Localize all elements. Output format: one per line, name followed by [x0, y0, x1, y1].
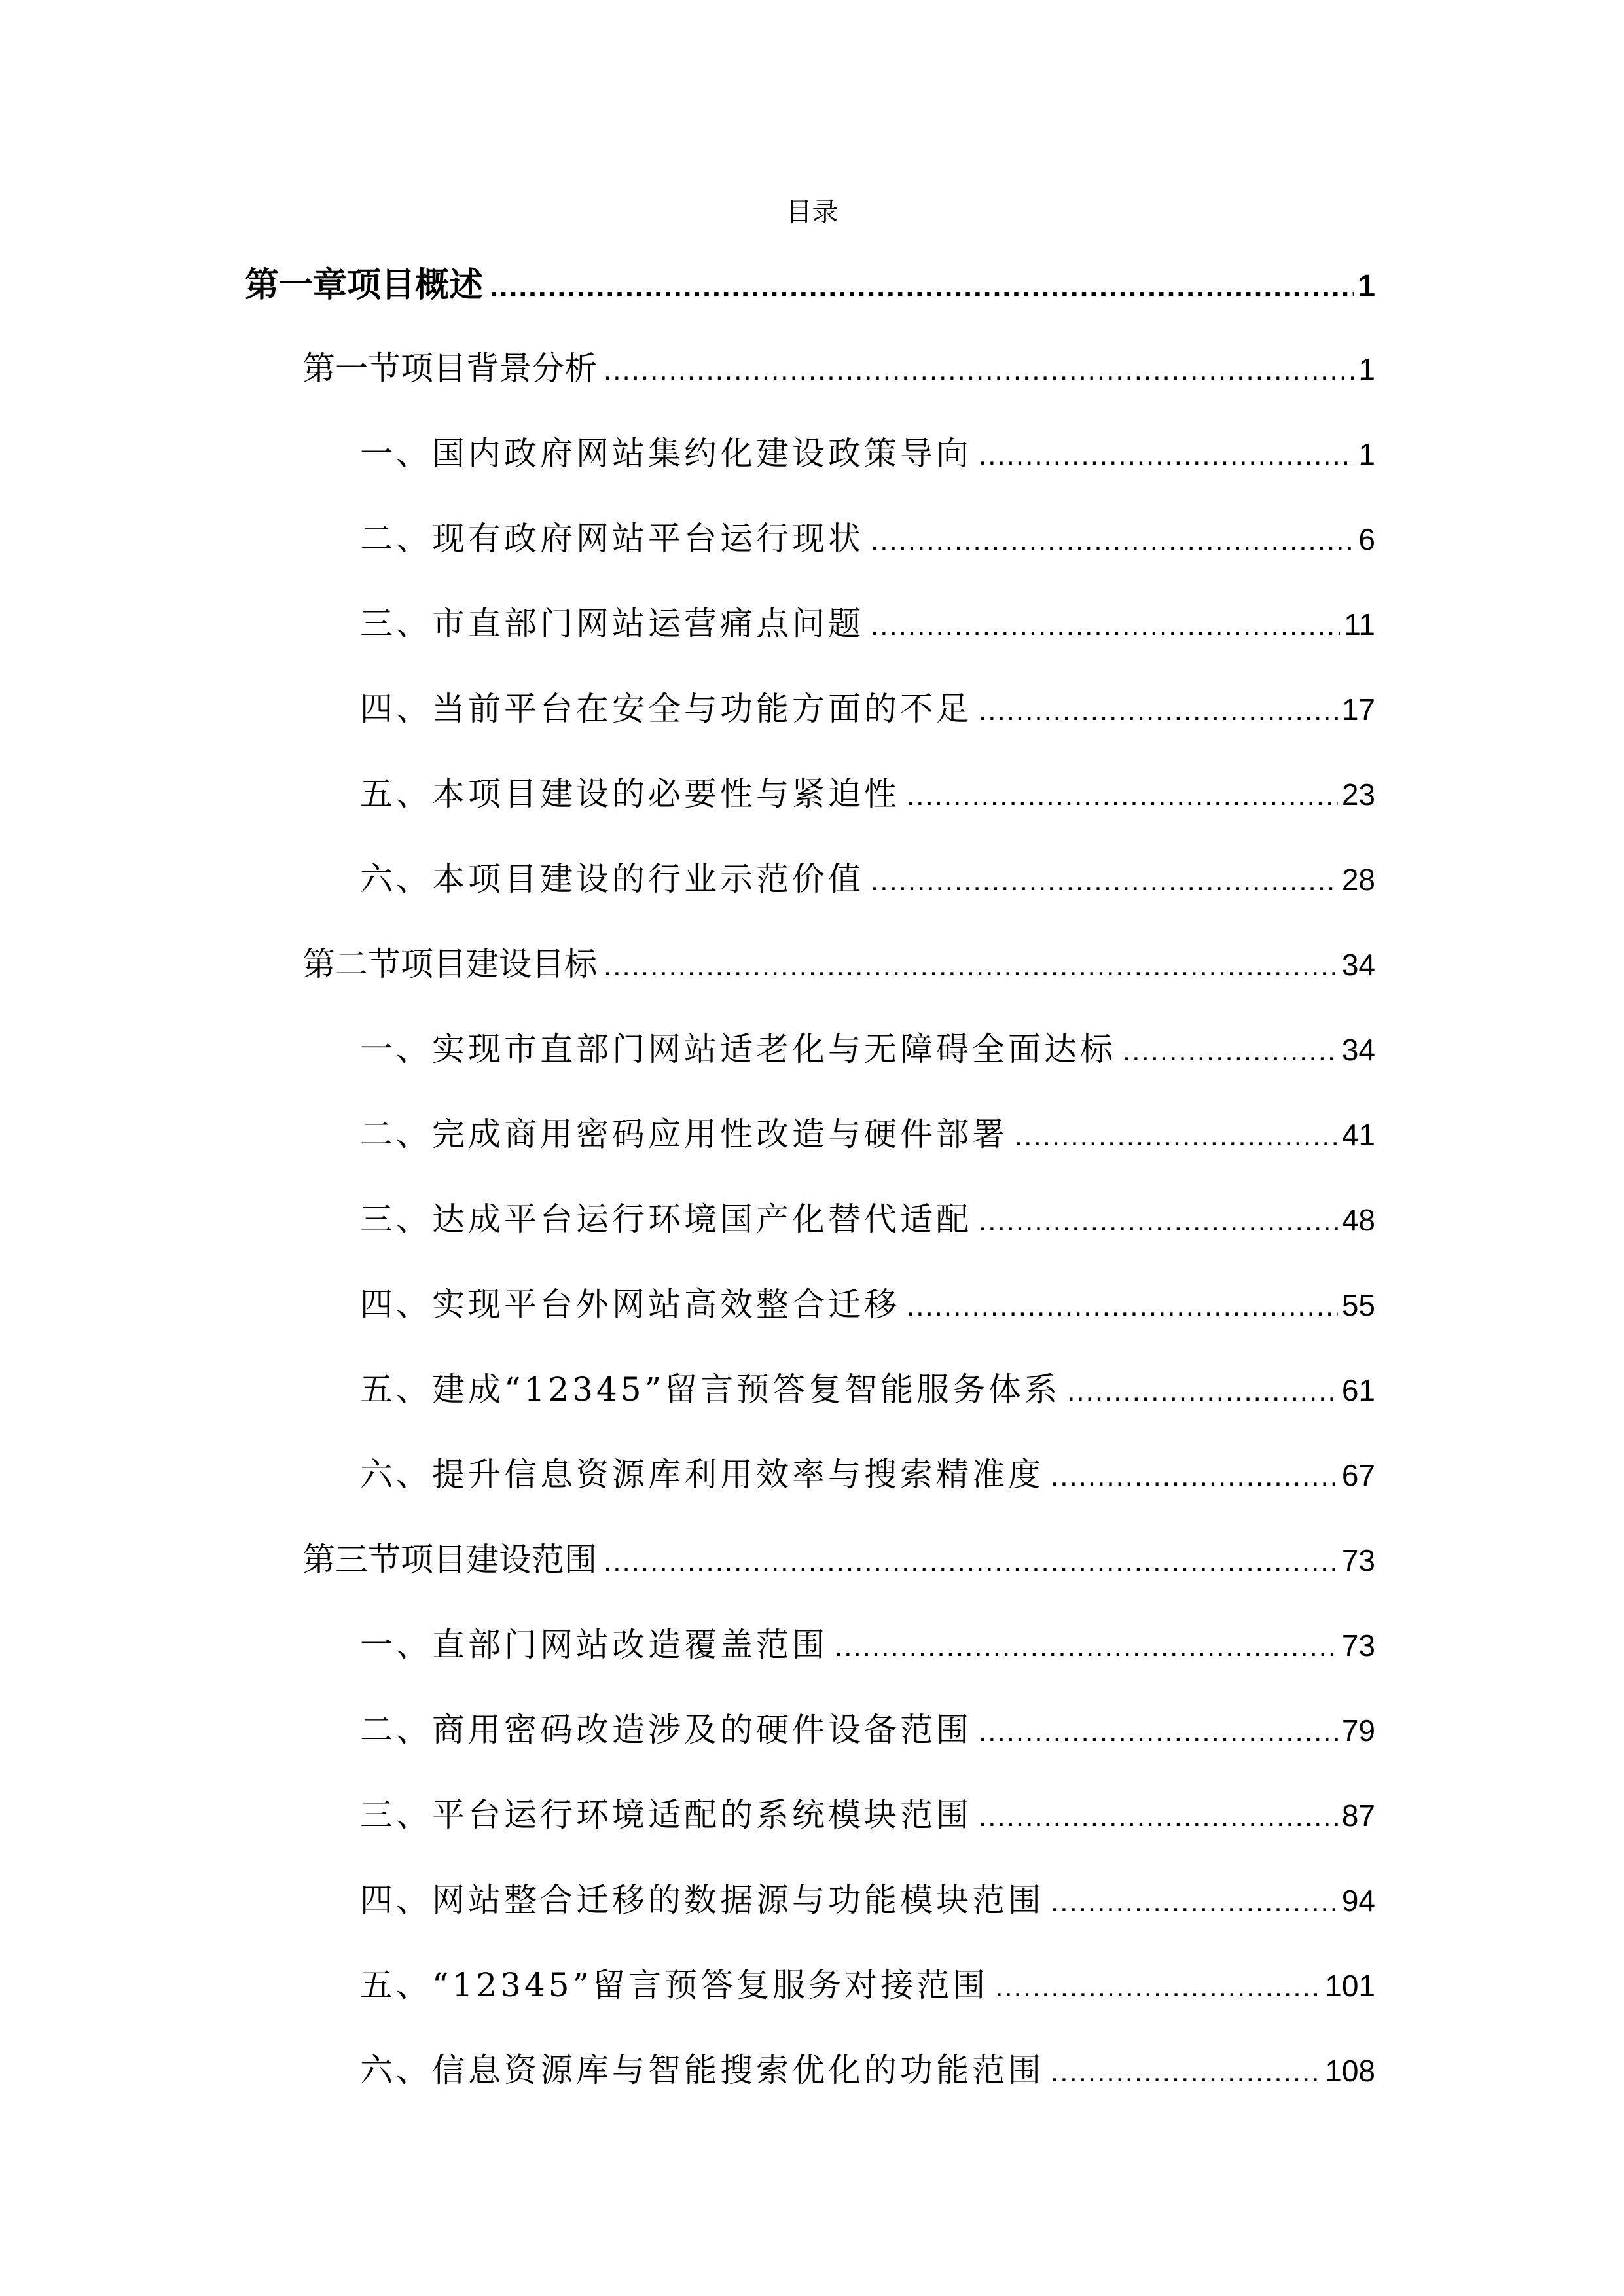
- toc-page-number: 87: [1341, 1799, 1375, 1833]
- toc-page-number: 61: [1341, 1373, 1375, 1407]
- toc-item-2-4[interactable]: [360, 1278, 1375, 1331]
- dot-leader: [604, 1535, 1338, 1588]
- toc-item-3-4[interactable]: [360, 1874, 1375, 1926]
- toc-page-number: 73: [1341, 1628, 1375, 1662]
- toc-section-2[interactable]: [302, 938, 1375, 990]
- toc-page-number: 11: [1344, 607, 1375, 641]
- dot-leader: [1015, 1110, 1338, 1162]
- toc-entry-label: 三、市直部门网站运营痛点问题: [360, 605, 864, 643]
- toc-entry-label: 六、提升信息资源库利用效率与搜索精准度: [360, 1456, 1044, 1494]
- toc-page-number: 79: [1341, 1713, 1375, 1748]
- toc-entry-label: 第三节项目建设范围: [302, 1541, 597, 1579]
- dot-leader: [604, 344, 1354, 397]
- dot-leader: [1051, 2046, 1321, 2098]
- toc-entry-label: 五、本项目建设的必要性与紧迫性: [360, 775, 900, 813]
- toc-section-1[interactable]: [302, 342, 1375, 395]
- toc-item-3-3[interactable]: [360, 1789, 1375, 1841]
- toc-item-3-5[interactable]: [360, 1959, 1375, 2011]
- toc-page-number: 1: [1358, 352, 1375, 386]
- toc-title: 目录: [785, 197, 839, 227]
- toc-entry-label: 五、建成“12345”留言预答复智能服务体系: [360, 1371, 1061, 1408]
- toc-item-1-5[interactable]: [360, 768, 1375, 820]
- dot-leader: [871, 600, 1340, 652]
- dot-leader: [1051, 1876, 1338, 1928]
- toc-item-2-2[interactable]: [360, 1108, 1375, 1160]
- dot-leader: [1123, 1025, 1338, 1077]
- toc-page-number: 1: [1358, 437, 1375, 471]
- toc-entry-label: 二、现有政府网站平台运行现状: [360, 520, 864, 558]
- dot-leader: [490, 260, 1354, 312]
- toc-page-number: 101: [1325, 1969, 1375, 2003]
- dot-leader: [835, 1621, 1338, 1673]
- toc-entry-label: 四、当前平台在安全与功能方面的不足: [360, 690, 972, 728]
- toc-page-number: 1: [1358, 269, 1375, 304]
- dot-leader: [604, 940, 1338, 992]
- toc-entry-label: 一、实现市直部门网站适老化与无障碍全面达标: [360, 1030, 1116, 1068]
- toc-entry-label: 第一节项目背景分析: [302, 350, 597, 387]
- toc-item-1-6[interactable]: [360, 853, 1375, 905]
- toc-page-number: 55: [1341, 1288, 1375, 1322]
- toc-section-3[interactable]: [302, 1534, 1375, 1586]
- dot-leader: [979, 1195, 1338, 1247]
- toc-page-number: 108: [1325, 2054, 1375, 2088]
- dot-leader: [871, 855, 1338, 907]
- toc-page-number: 34: [1341, 948, 1375, 982]
- toc-page-number: 67: [1341, 1458, 1375, 1492]
- toc-page-number: 34: [1341, 1033, 1375, 1067]
- toc-entry-label: 三、平台运行环境适配的系统模块范围: [360, 1796, 972, 1834]
- toc-entry-label: 六、信息资源库与智能搜索优化的功能范围: [360, 2051, 1044, 2089]
- toc-item-2-3[interactable]: [360, 1193, 1375, 1246]
- toc-page-number: 94: [1341, 1884, 1375, 1918]
- dot-leader: [907, 770, 1338, 822]
- dot-leader: [1051, 1450, 1338, 1503]
- dot-leader: [1067, 1365, 1338, 1418]
- toc-entry-label: 四、实现平台外网站高效整合迁移: [360, 1285, 900, 1323]
- toc-item-2-5[interactable]: [360, 1363, 1375, 1416]
- toc-page-number: 73: [1341, 1543, 1375, 1577]
- toc-page-number: 41: [1341, 1118, 1375, 1152]
- toc-page-number: 6: [1358, 522, 1375, 556]
- toc-entry-label: 二、商用密码改造涉及的硬件设备范围: [360, 1711, 972, 1749]
- toc-entry-label: 二、完成商用密码应用性改造与硬件部署: [360, 1115, 1008, 1153]
- dot-leader: [995, 1961, 1321, 2013]
- toc-page-number: 23: [1341, 778, 1375, 812]
- toc-page-number: 17: [1341, 692, 1375, 726]
- toc-page-number: 48: [1341, 1203, 1375, 1237]
- dot-leader: [979, 1791, 1338, 1843]
- toc-item-1-2[interactable]: [360, 512, 1375, 565]
- toc-item-3-1[interactable]: [360, 1619, 1375, 1671]
- toc-item-1-1[interactable]: [360, 427, 1375, 480]
- dot-leader: [871, 514, 1354, 567]
- toc-entry-label: 一、直部门网站改造覆盖范围: [360, 1626, 828, 1664]
- toc-item-1-4[interactable]: [360, 683, 1375, 735]
- toc-entry-label: 六、本项目建设的行业示范价值: [360, 860, 864, 898]
- toc-item-2-6[interactable]: [360, 1448, 1375, 1501]
- toc-entry-label: 第一章项目概述: [245, 266, 484, 305]
- toc-chapter-1[interactable]: [245, 259, 1375, 312]
- dot-leader: [979, 1706, 1338, 1758]
- toc-item-1-3[interactable]: [360, 598, 1375, 650]
- dot-leader: [907, 1280, 1338, 1333]
- dot-leader: [979, 685, 1338, 737]
- dot-leader: [979, 429, 1354, 482]
- toc-entry-label: 五、“12345”留言预答复服务对接范围: [360, 1966, 989, 2004]
- toc-page-number: 28: [1341, 863, 1375, 897]
- toc-entry-label: 四、网站整合迁移的数据源与功能模块范围: [360, 1881, 1044, 1919]
- toc-entry-label: 一、国内政府网站集约化建设政策导向: [360, 435, 972, 473]
- toc-entry-label: 三、达成平台运行环境国产化替代适配: [360, 1200, 972, 1238]
- toc-item-3-6[interactable]: [360, 2044, 1375, 2096]
- toc-entry-label: 第二节项目建设目标: [302, 945, 597, 983]
- toc-item-3-2[interactable]: [360, 1704, 1375, 1756]
- toc-item-2-1[interactable]: [360, 1023, 1375, 1075]
